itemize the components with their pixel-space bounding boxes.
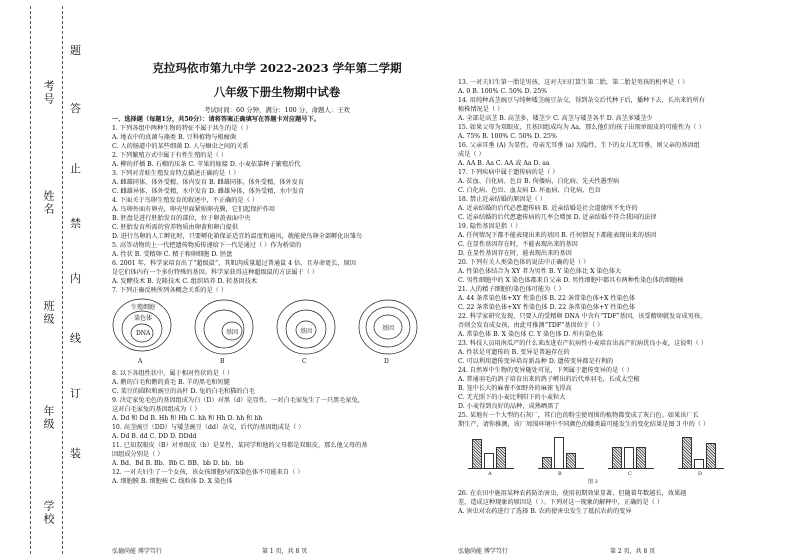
fig-a-mid-label: 染色体 (134, 315, 153, 322)
question-line: D. 小麦得到良好的品种，成熟晒黑了 (458, 403, 560, 410)
question-line: A. 性状是可遗传的 B. 变异是普遍存在的 (458, 349, 570, 356)
seal-char: 装 (70, 447, 81, 460)
question-line: 12. 一对夫妇生了一个女孩，该女孩细胞内的X染色体不可能来自（ ） (112, 469, 304, 476)
question-line: A. 44 条常染色体+XY 性染色体 B. 22 条常染色体+X 性染色体 (458, 295, 636, 302)
question-line: 11. 已知双眼皮（B）对单眼皮（b）是显性，某同学和他的父母都是双眼皮，那么他父母的基 (112, 442, 368, 449)
question-line: 4. 下面关于鸟卵生殖发育的叙述中，不正确的是（ ） (112, 197, 258, 204)
question-line: 22. 科学家研究发现，只要人的受精卵 DNA 中含有“TDF”基因，该受精卵就发育成男孩， (458, 313, 707, 320)
question-line: D. 在显性基因存在时，能表现出来的基因 (458, 250, 572, 257)
question-line: B. 笼中长大的麻雀不如野外的麻雀飞得高 (458, 385, 572, 392)
question-line: 这对白毛家兔的基因组成为（ ） (112, 406, 201, 413)
question-line: C. 近亲结婚的后代患遗传病的几率会增加 D. 近亲结婚不符合我国的法律 (458, 214, 657, 221)
bar (554, 437, 564, 469)
question-line: A. Bd、Bd B. Bb、Bb C. BB、bb D. bb、bb (112, 460, 244, 467)
fig-a-outer-label: 生殖细胞 (131, 304, 156, 311)
question-line: A. 雌雄同体，体外受精，体内发育 B. 雌雄同体，体外受精，体外发育 (112, 179, 305, 186)
bar (496, 447, 506, 469)
school-label: 学校 (42, 500, 55, 526)
question-line: 14. 用纯种高茎豌豆与纯种矮茎豌豆杂交，得到杂交后代种子后，播种下去，长出来的所有 (458, 97, 705, 104)
seal-char: 线 (70, 332, 81, 345)
figure-3-caption: 图 3 (588, 479, 598, 485)
fig-b-gene-label: 基因 (226, 329, 239, 336)
bar-caption-c: C (628, 471, 632, 477)
moth-bar-figure (458, 431, 788, 485)
question-list (112, 115, 442, 295)
question-line: 3. 下列对青蛙生殖发育特点描述正确的是（ ） (112, 170, 240, 177)
number-label: 考号 (42, 80, 55, 106)
bar-caption-d: D (698, 471, 703, 477)
bar (566, 453, 576, 469)
seal-char: 订 (70, 387, 81, 400)
question-line: A. Dd 和 Dd B. Hh 和 Hh C. hh 和 Hh D. hh 和 hh (112, 415, 263, 422)
question-line: 26. 在农田中施用某种农药防治害虫，使用初期效果显著，但随着年数越长，效果越 (458, 490, 687, 497)
question-line: 20. 下列有关人类染色体的说法中正确的是（ ） (458, 259, 590, 266)
question-line: 15. 如果父母为双眼皮，且基因组成均为 Aa，那么他们的孩子出现单眼皮的可能性为（ ） (458, 124, 705, 131)
fig-c-caption: C (302, 358, 307, 365)
seal-char: 内 (70, 272, 81, 285)
question-line: 19. 隐性基因是指（ ） (458, 223, 522, 230)
question-line: 差，造成这种现象的原因是（ ）。下列对这一现象的解释中，正确的是（ ） (458, 499, 664, 506)
footer-right-motto: 弘德尚能 博学笃行 (458, 548, 508, 555)
question-line: 6. 2001 年，科学家培育出了“超级鼠”，其肌肉质量超过普通鼠 4 倍，且寿命更长，原因 (112, 260, 356, 267)
question-line: 因组成分别是（ ） (112, 451, 164, 458)
question-line: 期生产，请你推测，该厂周围环境中不同颜色的蛾类最可能发生的变化结果是图 3 中的（ ） (458, 421, 710, 428)
bar (682, 437, 692, 469)
question-line: 是它们体内有一个多份特殊的基因。科学家获得这种超级鼠的方法属于（ ） (112, 269, 319, 276)
question-line: A. 75% B. 100% C. 50% D. 25% (458, 133, 557, 140)
question-line: A. 近亲结婚的后代必患遗传病 B. 近亲结婚是社会道德所不允许的 (458, 205, 638, 212)
question-line: C. 22 条常染色体+XY 性染色体 D. 22 条常染色体+Y 性染色体 (458, 304, 636, 311)
question-line: A. 0 B. 100% C. 50% D. 25% (458, 88, 548, 95)
question-line: 9. 決定家兔毛色的基因组成为白（D）对黑（d）是显性，一对白毛家兔生了一只黑毛家兔， (112, 397, 364, 404)
fig-d-gene-label: 基因 (382, 325, 395, 332)
question-line: C. 白化病、色盲、血友病 D. 坏血病、白化病、色盲 (458, 187, 601, 194)
bar (542, 457, 552, 469)
question-line: A. Dd B. dd C. DD D. DDdd (112, 433, 197, 440)
question-line: A. 鹅的白毛和鹅的黄毛 B. 羊的黑毛和短腿 (112, 379, 230, 386)
bar (636, 447, 646, 469)
left-column (112, 4, 442, 486)
question-line: D. 进行鸟卵的人工孵化时，只要孵化箱保证适宜的温度和通风，就能使鸟卵全部孵化出雏鸟 (112, 233, 362, 240)
question-list-right (458, 78, 788, 429)
question-line: A. 贫血、白化病、色盲 B. 佝偻病、白化病、先天性愚型病 (458, 178, 620, 185)
bar (706, 443, 716, 469)
question-line: C. 男性细胞中的 X 染色体都来自父亲 D. 男性细胞中都具有两种性染色体的细胞核 (458, 277, 684, 284)
question-line: A. 常染色体 B. X 染色体 C. Y 染色体 D. 所有染色体 (458, 331, 604, 338)
fig-b-caption: B (220, 358, 225, 365)
bar (612, 447, 622, 469)
margin-line-inner (62, 6, 63, 554)
question-line: C. 可以利用遗传变异培育新品种 D. 遗传变异都是有利的 (458, 358, 614, 365)
question-line: A. 性染色体结合为 XY 者为男性 B. Y 染色体比 X 染色体大 (458, 268, 622, 275)
question-line: C. 人的肠道中的某些细菌 D. 人与蛔虫之间的关系 (112, 143, 249, 150)
question-line: 一、选择题（每题1分，共50分）：请将答案正确填写在答题卡对应题号下。 (112, 116, 320, 123)
right-column (458, 78, 788, 516)
exam-info: 考试时间：60 分钟，满分：100 分，命题人：王欢 (204, 106, 350, 114)
question-line: C. 无光照下的小麦比利阳下的小麦粒大 (458, 394, 566, 401)
question-line: 10. 高茎豌豆（DD）与矮茎豌豆（dd）杂交，后代的基因组成是（ ） (112, 424, 305, 431)
question-line: 25. 某地有一个大型的石灰厂，其白色的粉尘使周围的植物都变成了灰白色。如果该厂长 (458, 412, 699, 419)
question-line: 植株情况是（ ） (458, 106, 504, 113)
fig-a-caption: A (138, 358, 143, 365)
question-line: B. 胚盘是进行胚胎发育的部位，位于卵黄表面中央 (112, 215, 251, 222)
seal-char: 答 (70, 102, 81, 115)
question-line: 5. 高等动物的上一代把遗传物质传递给下一代是通过（ ）作为桥梁的 (112, 242, 302, 249)
concept-figures (112, 297, 442, 365)
exam-title: 克拉玛依市第九中学 2022-2023 学年第二学期 (152, 61, 402, 75)
question-line: C. 菜豆的圆粒和豌豆的高杆 D. 兔的白毛和猫的白毛 (112, 388, 255, 395)
question-line: A. 鸟卵外面有卵壳，卵壳里面紧贴卵壳膜，它们起保护作用 (112, 206, 276, 213)
question-line: A. 全部是高茎 B. 高茎多，矮茎少 C. 高茎与矮茎各半 D. 高茎多矮茎少 (458, 115, 653, 122)
question-line: 8. 以下各组性状中，属于相对性状的是（ ） (112, 370, 234, 377)
footer-right-page: 第 2 页，共 8 页 (610, 548, 656, 555)
class-label: 班级 (42, 300, 55, 326)
bar (484, 453, 494, 469)
bar-caption-a: A (488, 471, 492, 477)
bar (472, 439, 482, 469)
question-line: 7. 下列正确反映所列各概念关系的是（ ） (112, 287, 228, 294)
footer-left-motto: 弘德尚能 博学笃行 (112, 548, 162, 555)
grade-label: 年级 (42, 405, 55, 431)
question-line: A. 细胞膜 B. 细胞核 C. 线粒体 D. X 染色体 (112, 478, 233, 485)
question-line: 17. 下列疾病中属于遗传病的是（ ） (458, 169, 559, 176)
figure-b (194, 297, 254, 359)
question-line: A. 性状 B. 受精卵 C. 精子和卵细胞 D. 胚盘 (112, 251, 233, 258)
exam-subtitle: 八年级下册生物期中试卷 (213, 85, 341, 99)
question-line: 24. 自然界中生物的变异随处可见，下列属于遗传变异的是（ ） (458, 367, 633, 374)
bar (624, 447, 634, 469)
bar (694, 459, 704, 469)
seal-char: 题 (70, 44, 81, 57)
binding-margin (0, 0, 88, 560)
question-line: A. 发酵技术 B. 克隆技术 C. 组织培养 D. 转基因技术 (112, 278, 258, 285)
question-line: A. 害虫对农药进行了选择 B. 农药使害虫发生了抵抗农药的变异 (458, 508, 632, 515)
question-line: 13. 一对夫妇生第一胎是男孩，这对夫妇打算生第二胎，第二胎是男孩的机率是（ ） (458, 79, 689, 86)
question-line: A. 任何情况下都不能表现出来的基因 B. 任何情况下都能表现出来的基因 (458, 232, 657, 239)
question-line: 2. 下列繁殖方式中属于有性生殖的是（ ） (112, 152, 228, 159)
question-line: 1. 下列各组中两种生物的特征不属于共生的是（ ） (112, 125, 252, 132)
fig-d-caption: D (384, 358, 389, 365)
question-list-right-b (458, 489, 788, 516)
question-line: 16. 父亲耳垂 (A) 为显性，母亲无耳垂 (a) 为隐性，生下的女儿无耳垂，则父亲的基因组 (458, 142, 700, 149)
bar-caption-b: B (558, 471, 562, 477)
question-line: 21. 人的精子细胞的染色体可能为（ ） (458, 286, 565, 293)
question-line: 否则会发育成女孩，由此可推测“TDF”基因位于（ ） (458, 322, 604, 329)
name-label: 姓名 (42, 190, 55, 216)
question-line: 23. 科技人员用南瓜产的什么来改进农产抗病性小麦培育出高产抗病优良小麦，这说明（ ） (458, 340, 707, 347)
question-line: A. 地衣中的真菌与藻类 B. 豆科植物与根瘤菌 (112, 134, 237, 141)
fig-a-inner-label: DNA (136, 330, 151, 337)
question-line: 成是（ ） (458, 151, 485, 158)
fig-c-gene-label: 基因 (300, 328, 313, 335)
question-line: C. 雌雄异体，体外受精，水中发育 D. 雌雄异体，体外受精，水中发育 (112, 188, 305, 195)
seal-char: 止 (70, 162, 81, 175)
margin-line-outer (30, 6, 31, 554)
question-line: 18. 禁止近亲结婚的原因是（ ） (458, 196, 547, 203)
question-line: A. 柳的扦插 B. 石榴的压条 C. 苹果的嫁接 D. 小麦依靠种子繁殖后代 (112, 161, 301, 168)
question-list-b (112, 369, 442, 486)
question-line: C. 在显性基因存在时，不能表现出来的基因 (458, 241, 578, 248)
question-line: A. AA B. Aa C. AA 或 Aa D. aa (458, 160, 550, 167)
question-line: C. 胚胎发育所需的营养物质由卵黄和卵白提供 (112, 224, 239, 231)
seal-char: 禁 (70, 217, 81, 230)
footer-left-page: 第 1 页，共 8 页 (262, 548, 308, 555)
question-line: A. 普通羽毛的鸽子培育出来的鸽子孵出的后代单羽毛，长成太空椒 (458, 376, 640, 383)
